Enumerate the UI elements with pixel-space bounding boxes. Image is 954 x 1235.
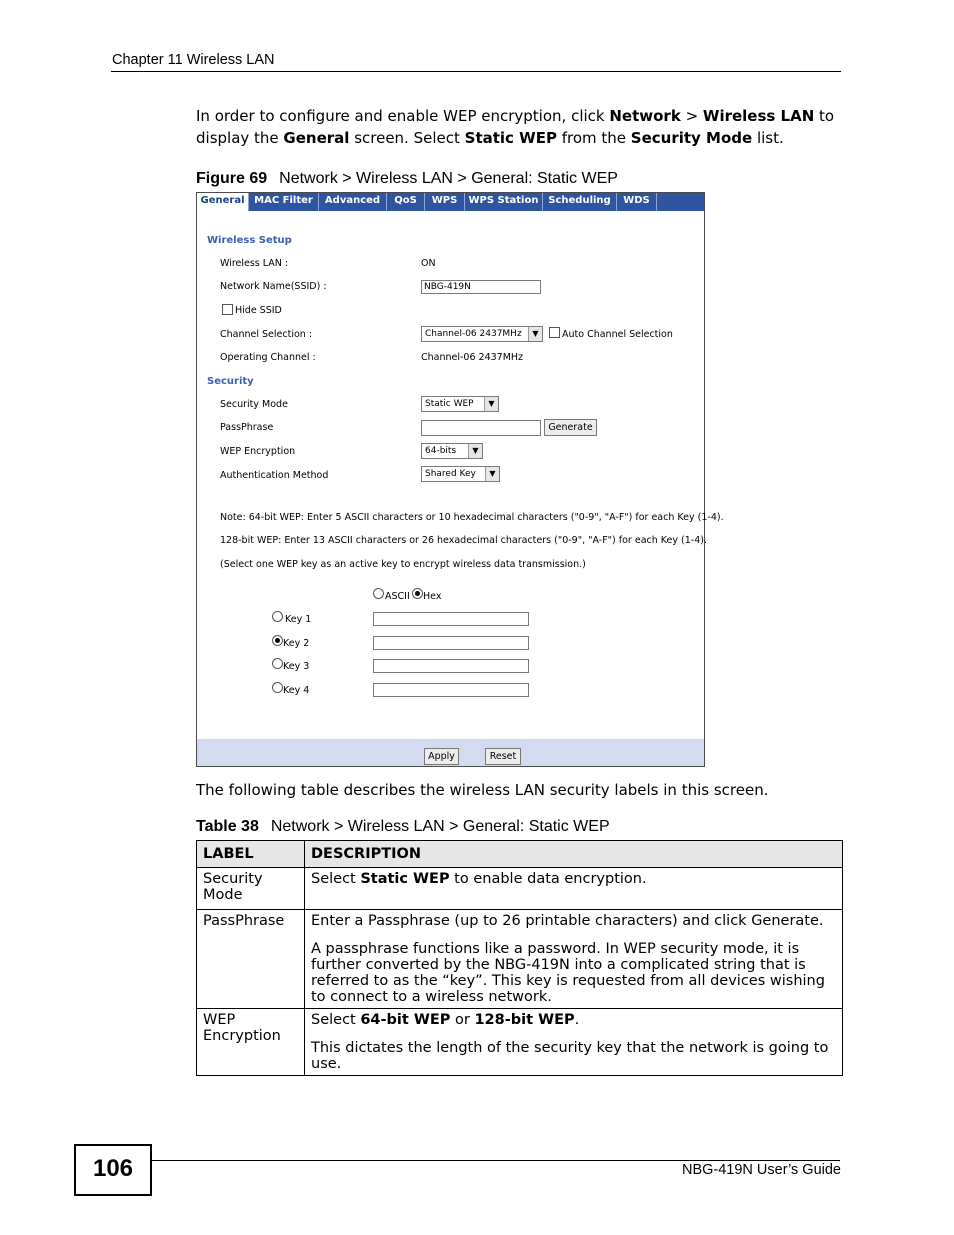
intro-text: from the xyxy=(556,129,631,147)
chapter-header: Chapter 11 Wireless LAN xyxy=(112,52,275,68)
reset-button[interactable]: Reset xyxy=(485,748,521,765)
row-label: Security Mode xyxy=(197,868,305,910)
passphrase-label: PassPhrase xyxy=(220,422,274,433)
ascii-label: ASCII xyxy=(385,591,410,602)
wireless-setup-heading: Wireless Setup xyxy=(207,235,292,246)
tab-advanced[interactable]: Advanced xyxy=(319,193,387,211)
auto-channel-checkbox[interactable] xyxy=(549,327,560,338)
security-mode-select[interactable] xyxy=(421,396,499,412)
operating-channel-value: Channel-06 2437MHz xyxy=(421,352,524,363)
channel-select[interactable] xyxy=(421,326,543,342)
row-description xyxy=(305,910,843,1009)
desc-paragraph: This dictates the length of the security key that the network is going to use. xyxy=(311,1040,829,1072)
table-caption xyxy=(196,818,610,836)
key1-radio[interactable] xyxy=(272,611,283,622)
tab-scheduling[interactable]: Scheduling xyxy=(543,193,617,211)
operating-channel-label: Operating Channel : xyxy=(220,352,316,363)
tab-wps[interactable]: WPS xyxy=(425,193,465,211)
chevron-down-icon: ▼ xyxy=(468,444,482,458)
wep-encryption-value: 64-bits xyxy=(425,446,457,456)
figure-label: Figure 69 xyxy=(196,170,268,187)
page-number: 106 xyxy=(74,1144,152,1196)
chevron-down-icon: ▼ xyxy=(484,397,498,411)
guide-title: NBG-419N User’s Guide xyxy=(681,1162,841,1178)
channel-label: Channel Selection : xyxy=(220,329,313,340)
intro-bold-general: General xyxy=(283,129,350,147)
table-row xyxy=(197,868,843,910)
table-title: Network > Wireless LAN > General: Static WEP xyxy=(270,818,610,835)
hide-ssid-label: Hide SSID xyxy=(235,305,282,316)
note-64bit: Note: 64-bit WEP: Enter 5 ASCII characters or 10 hexadecimal characters ("0-9", "A-F") for each Key (1-4). xyxy=(220,512,724,523)
intro-text: screen. Select xyxy=(349,129,465,147)
intro-text: list. xyxy=(752,129,784,147)
ssid-input[interactable]: NBG-419N xyxy=(421,280,541,294)
label-column-header: LABEL xyxy=(197,841,305,868)
intro-bold-network: Network xyxy=(609,107,681,125)
header-rule xyxy=(111,71,841,72)
auto-channel-label: Auto Channel Selection xyxy=(562,329,673,340)
figure-title: Network > Wireless LAN > General: Static WEP xyxy=(279,170,618,187)
key4-input[interactable] xyxy=(373,683,529,697)
row-description xyxy=(305,868,843,910)
hex-label: Hex xyxy=(423,591,442,602)
row-label: WEP Encryption xyxy=(197,1009,305,1076)
table-row xyxy=(197,910,843,1009)
description-column-header: DESCRIPTION xyxy=(305,841,843,868)
security-heading: Security xyxy=(207,376,254,387)
intro-paragraph xyxy=(196,105,846,149)
desc-text: Select xyxy=(311,871,361,887)
key2-radio[interactable] xyxy=(272,635,283,646)
key2-label: Key 2 xyxy=(283,638,310,649)
row-description xyxy=(305,1009,843,1076)
key3-input[interactable] xyxy=(373,659,529,673)
row-label: PassPhrase xyxy=(197,910,305,1009)
intro-text: to display the xyxy=(196,107,835,147)
table-header-row xyxy=(197,841,843,868)
passphrase-input[interactable] xyxy=(421,420,541,436)
following-text: The following table describes the wireless LAN security labels in this screen. xyxy=(196,781,769,799)
desc-bold: Static WEP xyxy=(360,871,450,887)
chevron-down-icon: ▼ xyxy=(485,467,499,481)
auth-method-select[interactable] xyxy=(421,466,500,482)
hide-ssid-checkbox[interactable] xyxy=(222,304,233,315)
chevron-down-icon: ▼ xyxy=(528,327,542,341)
key4-label: Key 4 xyxy=(283,685,310,696)
desc-paragraph: Enter a Passphrase (up to 26 printable characters) and click Generate. xyxy=(311,913,824,929)
desc-bold: 128-bit WEP xyxy=(474,1012,575,1028)
apply-button[interactable]: Apply xyxy=(424,748,459,765)
description-table xyxy=(196,840,843,1076)
desc-text: to enable data encryption. xyxy=(449,871,647,887)
tab-wds[interactable]: WDS xyxy=(617,193,657,211)
figure-caption xyxy=(196,170,618,188)
tab-qos[interactable]: QoS xyxy=(387,193,425,211)
wep-encryption-select[interactable] xyxy=(421,443,483,459)
key3-radio[interactable] xyxy=(272,658,283,669)
desc-paragraph xyxy=(311,1012,836,1028)
wireless-lan-label: Wireless LAN : xyxy=(220,258,289,269)
wep-encryption-label: WEP Encryption xyxy=(220,446,296,457)
screenshot-panel xyxy=(196,192,724,767)
wireless-lan-value: ON xyxy=(421,258,436,269)
note-select-key: (Select one WEP key as an active key to encrypt wireless data transmission.) xyxy=(220,559,586,570)
intro-bold-static-wep: Static WEP xyxy=(464,129,557,147)
security-mode-label: Security Mode xyxy=(220,399,288,410)
desc-text: Select xyxy=(311,1012,361,1028)
tab-mac-filter[interactable]: MAC Filter xyxy=(249,193,319,211)
channel-select-value: Channel-06 2437MHz xyxy=(425,329,522,339)
hex-radio[interactable] xyxy=(412,588,423,599)
desc-text: or xyxy=(450,1012,475,1028)
ascii-radio[interactable] xyxy=(373,588,384,599)
intro-bold-security-mode: Security Mode xyxy=(630,129,753,147)
table-label: Table 38 xyxy=(196,818,259,835)
tab-general[interactable]: General xyxy=(197,193,249,211)
table-row xyxy=(197,1009,843,1076)
key1-label: Key 1 xyxy=(285,614,312,625)
footer-rule xyxy=(150,1160,840,1161)
tab-wps-station[interactable]: WPS Station xyxy=(465,193,543,211)
generate-button[interactable]: Generate xyxy=(544,419,597,436)
intro-text: > xyxy=(680,107,703,125)
ssid-label: Network Name(SSID) : xyxy=(220,281,327,292)
desc-bold: 64-bit WEP xyxy=(360,1012,451,1028)
note-128bit: 128-bit WEP: Enter 13 ASCII characters or 26 hexadecimal characters ("0-9", "A-F") for each Key (1-4). xyxy=(220,535,707,546)
intro-text: In order to configure and enable WEP encryption, click xyxy=(196,107,610,125)
intro-bold-wireless: Wireless LAN xyxy=(702,107,815,125)
auth-method-label: Authentication Method xyxy=(220,470,329,481)
desc-paragraph: A passphrase functions like a password. In WEP security mode, it is further converted by the NBG-419N into a complicated string that is referred to as the “key”. This key is requested from all devices wishing to connect to a wireless network. xyxy=(311,941,825,1005)
key1-input[interactable] xyxy=(373,612,529,626)
tab-bar xyxy=(197,193,704,211)
button-bar xyxy=(197,739,704,766)
key2-input[interactable] xyxy=(373,636,529,650)
key4-radio[interactable] xyxy=(272,682,283,693)
desc-text: . xyxy=(574,1012,580,1028)
key3-label: Key 3 xyxy=(283,661,310,672)
security-mode-value: Static WEP xyxy=(425,399,474,409)
auth-method-value: Shared Key xyxy=(425,469,476,479)
